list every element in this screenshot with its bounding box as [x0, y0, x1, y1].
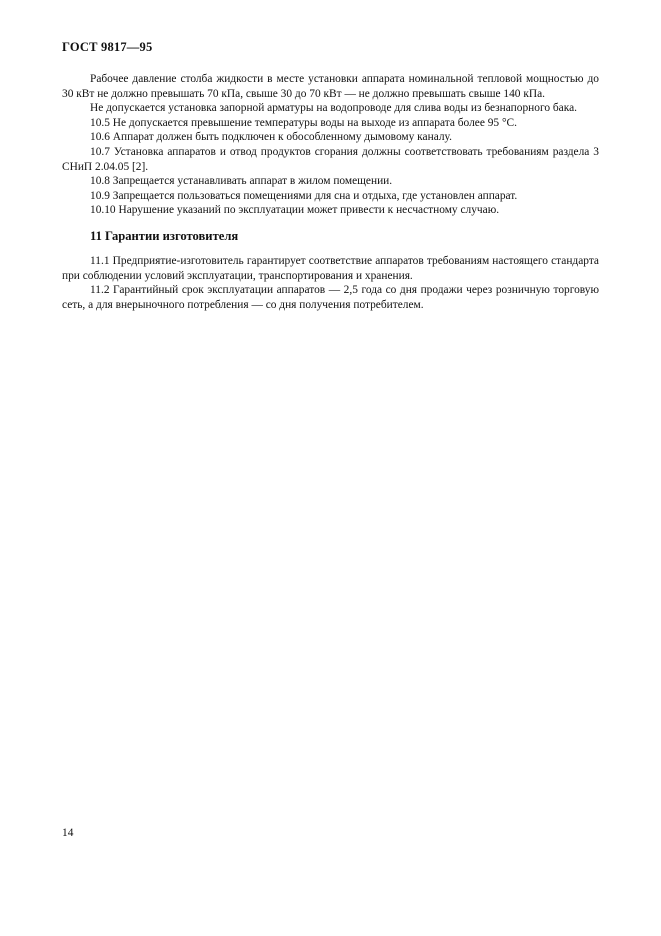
- page-body: [62, 72, 599, 312]
- paragraph-shutoff-valves: Не допускается установка запорной арматуры на водопроводе для слива воды из безнапорного бака.: [90, 102, 577, 115]
- section-11-heading: 11 Гарантии изготовителя: [90, 228, 239, 243]
- paragraph-working-pressure: Рабочее давление столба жидкости в месте установки аппарата номинальной тепловой мощностью до 30 кВт не должно превышать 70 кПа, свыше 30 до 70 кВт — не должно превышать свыше 140 кПа.: [62, 73, 599, 100]
- clause-10-9: 10.9 Запрещается пользоваться помещениями для сна и отдыха, где установлен аппарат.: [90, 189, 518, 202]
- clause-10-10: 10.10 Нарушение указаний по эксплуатации может привести к несчастному случаю.: [90, 204, 500, 217]
- clause-10-5: 10.5 Не допускается превышение температуры воды на выходе из аппарата более 95 °С.: [90, 116, 517, 129]
- clause-10-6: 10.6 Аппарат должен быть подключен к обособленному дымовому каналу.: [90, 131, 452, 144]
- clause-10-7: 10.7 Установка аппаратов и отвод продуктов сгорания должны соответствовать требованиям раздела 3 СНиП 2.04.05 [2].: [62, 145, 599, 173]
- page-number: 14: [62, 827, 74, 839]
- clause-10-8: 10.8 Запрещается устанавливать аппарат в жилом помещении.: [90, 175, 393, 188]
- document-header: ГОСТ 9817—95: [62, 40, 153, 54]
- clause-11-1: 11.1 Предприятие-изготовитель гарантирует соответствие аппаратов требованиям настоящего стандарта при соблюдении условий эксплуатации, транспортирования и хранения.: [62, 254, 599, 282]
- clause-11-2: 11.2 Гарантийный срок эксплуатации аппаратов — 2,5 года со дня продажи через розничную торговую сеть, а для внерыночного потребления — со дня получения потребителем.: [62, 284, 599, 311]
